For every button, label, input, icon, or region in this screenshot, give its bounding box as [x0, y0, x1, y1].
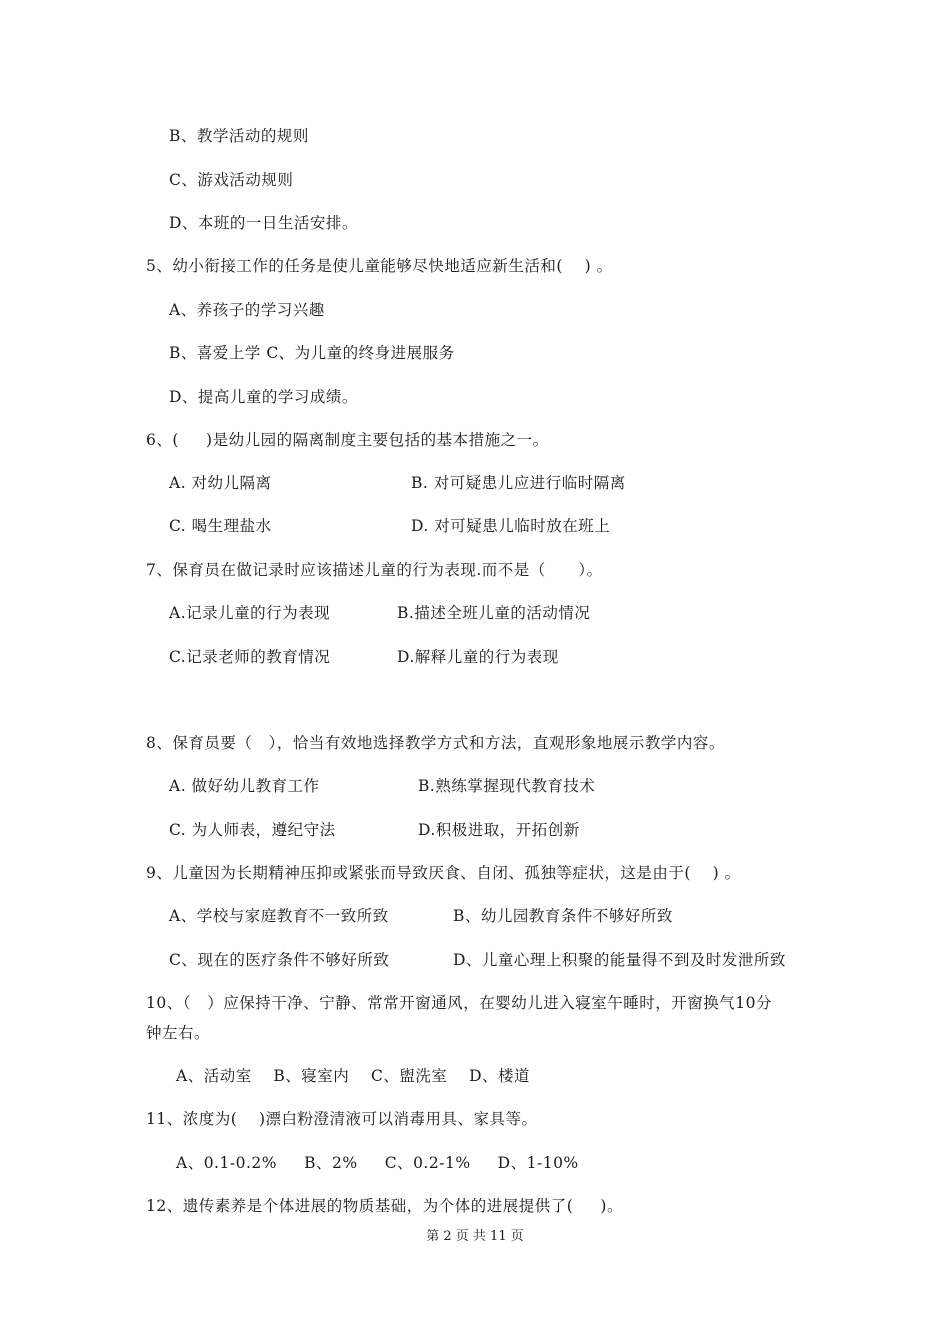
- question-9: 9、儿童因为长期精神压抑或紧张而导致厌食、自闭、孤独等症状，这是由于( ) 。: [146, 864, 741, 882]
- q7-option-d: D.解释儿童的行为表现: [397, 648, 559, 666]
- q9-option-c: C、现在的医疗条件不够好所致: [169, 951, 390, 969]
- q8-option-b: B.熟练掌握现代教育技术: [418, 777, 596, 795]
- q6-option-d: D. 对可疑患儿临时放在班上: [411, 517, 611, 535]
- q10-options: A、活动室 B、寝室内 C、盥洗室 D、楼道: [176, 1067, 530, 1085]
- q8-option-c: C. 为人师表，遵纪守法: [169, 821, 336, 839]
- q4-option-b: B、教学活动的规则: [169, 127, 309, 145]
- q8-option-d: D.积极进取，开拓创新: [418, 821, 580, 839]
- page-number-footer: 第 2 页 共 11 页: [426, 1229, 524, 1244]
- q5-option-d: D、提高儿童的学习成绩。: [169, 388, 358, 406]
- q8-option-a: A. 做好幼儿教育工作: [169, 777, 320, 795]
- q4-option-c: C、游戏活动规则: [169, 171, 294, 189]
- q6-option-b: B. 对可疑患儿应进行临时隔离: [411, 474, 626, 492]
- q9-option-d: D、儿童心理上积聚的能量得不到及时发泄所致: [453, 951, 786, 969]
- q7-option-a: A.记录儿童的行为表现: [169, 604, 331, 622]
- question-12: 12、遗传素养是个体进展的物质基础，为个体的进展提供了( )。: [146, 1197, 623, 1215]
- question-7: 7、保育员在做记录时应该描述儿童的行为表现.而不是（ ）。: [146, 561, 603, 579]
- q7-option-c: C.记录老师的教育情况: [169, 648, 331, 666]
- question-11: 11、浓度为( )漂白粉澄清液可以消毒用具、家具等。: [146, 1110, 538, 1128]
- q5-option-bc: B、喜爱上学 C、为儿童的终身进展服务: [169, 344, 455, 362]
- question-5: 5、幼小衔接工作的任务是使儿童能够尽快地适应新生活和( ) 。: [146, 257, 613, 275]
- q9-option-a: A、学校与家庭教育不一致所致: [169, 907, 389, 925]
- question-8: 8、保育员要（ ），恰当有效地选择教学方式和方法，直观形象地展示教学内容。: [146, 734, 725, 752]
- question-10-line-2: 钟左右。: [146, 1024, 211, 1042]
- q6-option-a: A. 对幼儿隔离: [169, 474, 272, 492]
- q4-option-d: D、本班的一日生活安排。: [169, 214, 358, 232]
- q9-option-b: B、幼儿园教育条件不够好所致: [453, 907, 673, 925]
- question-10-line-1: 10、（ ）应保持干净、宁静、常常开窗通风，在婴幼儿进入寝室午睡时，开窗换气10分: [146, 994, 772, 1012]
- q5-option-a: A、养孩子的学习兴趣: [169, 301, 325, 319]
- q11-options: A、0.1-0.2% B、2% C、0.2-1% D、1-10%: [176, 1154, 579, 1172]
- question-6: 6、( )是幼儿园的隔离制度主要包括的基本措施之一。: [146, 431, 549, 449]
- q7-option-b: B.描述全班儿童的活动情况: [397, 604, 591, 622]
- q6-option-c: C. 喝生理盐水: [169, 517, 272, 535]
